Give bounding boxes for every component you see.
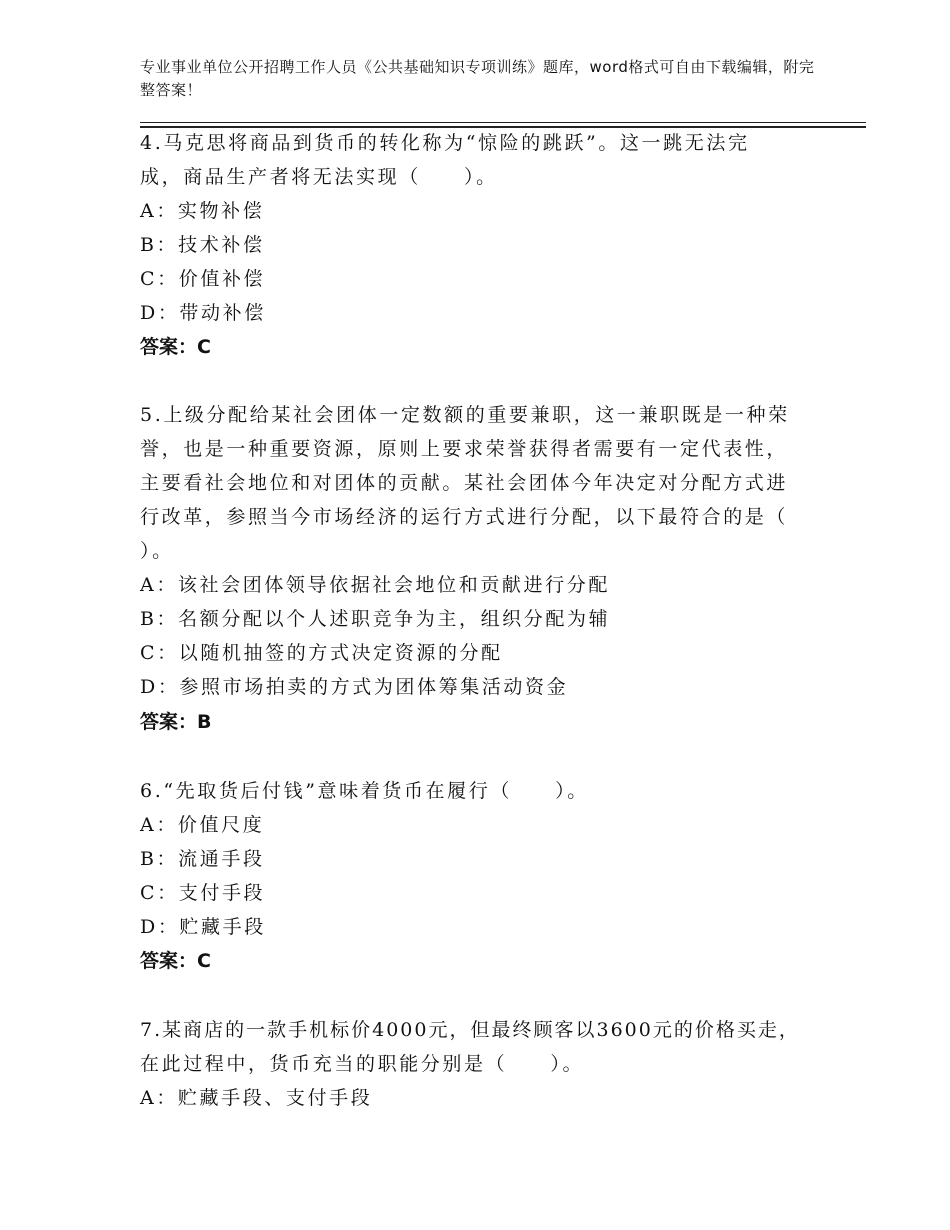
question-4-option-d: D：带动补偿	[140, 302, 266, 324]
question-5-option-d: D：参照市场拍卖的方式为团体筹集活动资金	[140, 676, 569, 698]
question-5-stem-line-2: 誉，也是一种重要资源，原则上要求荣誉获得者需要有一定代表性，	[140, 438, 789, 460]
question-4-stem-line-2: 成，商品生产者将无法实现（ ）。	[140, 166, 498, 188]
question-6-option-a: A：价值尺度	[140, 814, 265, 836]
header-divider-thin	[140, 122, 866, 123]
question-6-option-b: B：流通手段	[140, 848, 265, 870]
question-4-option-c: C：价值补偿	[140, 268, 266, 290]
question-5-stem-line-1: 5.上级分配给某社会团体一定数额的重要兼职，这一兼职既是一种荣	[140, 404, 790, 426]
question-4-stem-line-1: 4.马克思将商品到货币的转化称为“惊险的跳跃”。这一跳无法完	[140, 132, 750, 154]
question-5-option-a: A：该社会团体领导依据社会地位和贡献进行分配	[140, 574, 610, 596]
question-5-answer: 答案：B	[140, 711, 212, 733]
question-5-stem-line-3: 主要看社会地位和对团体的贡献。某社会团体今年决定对分配方式进	[140, 472, 789, 494]
question-7-option-a: A：贮藏手段、支付手段	[140, 1087, 373, 1109]
page-header: 专业事业单位公开招聘工作人员《公共基础知识专项训练》题库，word格式可自由下载编辑，附完整答案！	[140, 58, 815, 99]
question-5-stem-line-5: ）。	[140, 540, 174, 562]
question-4-option-b: B：技术补偿	[140, 234, 265, 256]
question-5-option-b: B：名额分配以个人述职竞争为主，组织分配为辅	[140, 608, 611, 630]
question-5-option-c: C：以随机抽签的方式决定资源的分配	[140, 642, 503, 664]
question-7-stem-line-1: 7.某商店的一款手机标价4000元，但最终顾客以3600元的价格买走，	[140, 1019, 800, 1041]
question-7-stem-line-2: 在此过程中，货币充当的职能分别是（ ）。	[140, 1053, 585, 1075]
question-4-option-a: A：实物补偿	[140, 200, 265, 222]
question-5-stem-line-4: 行改革，参照当今市场经济的运行方式进行分配，以下最符合的是（	[140, 506, 789, 528]
question-4-answer: 答案：C	[140, 336, 211, 358]
question-6-option-c: C：支付手段	[140, 882, 266, 904]
question-6-answer: 答案：C	[140, 950, 211, 972]
question-6-option-d: D：贮藏手段	[140, 916, 266, 938]
question-6-stem-line-1: 6.“先取货后付钱”意味着货币在履行（ ）。	[140, 780, 589, 802]
